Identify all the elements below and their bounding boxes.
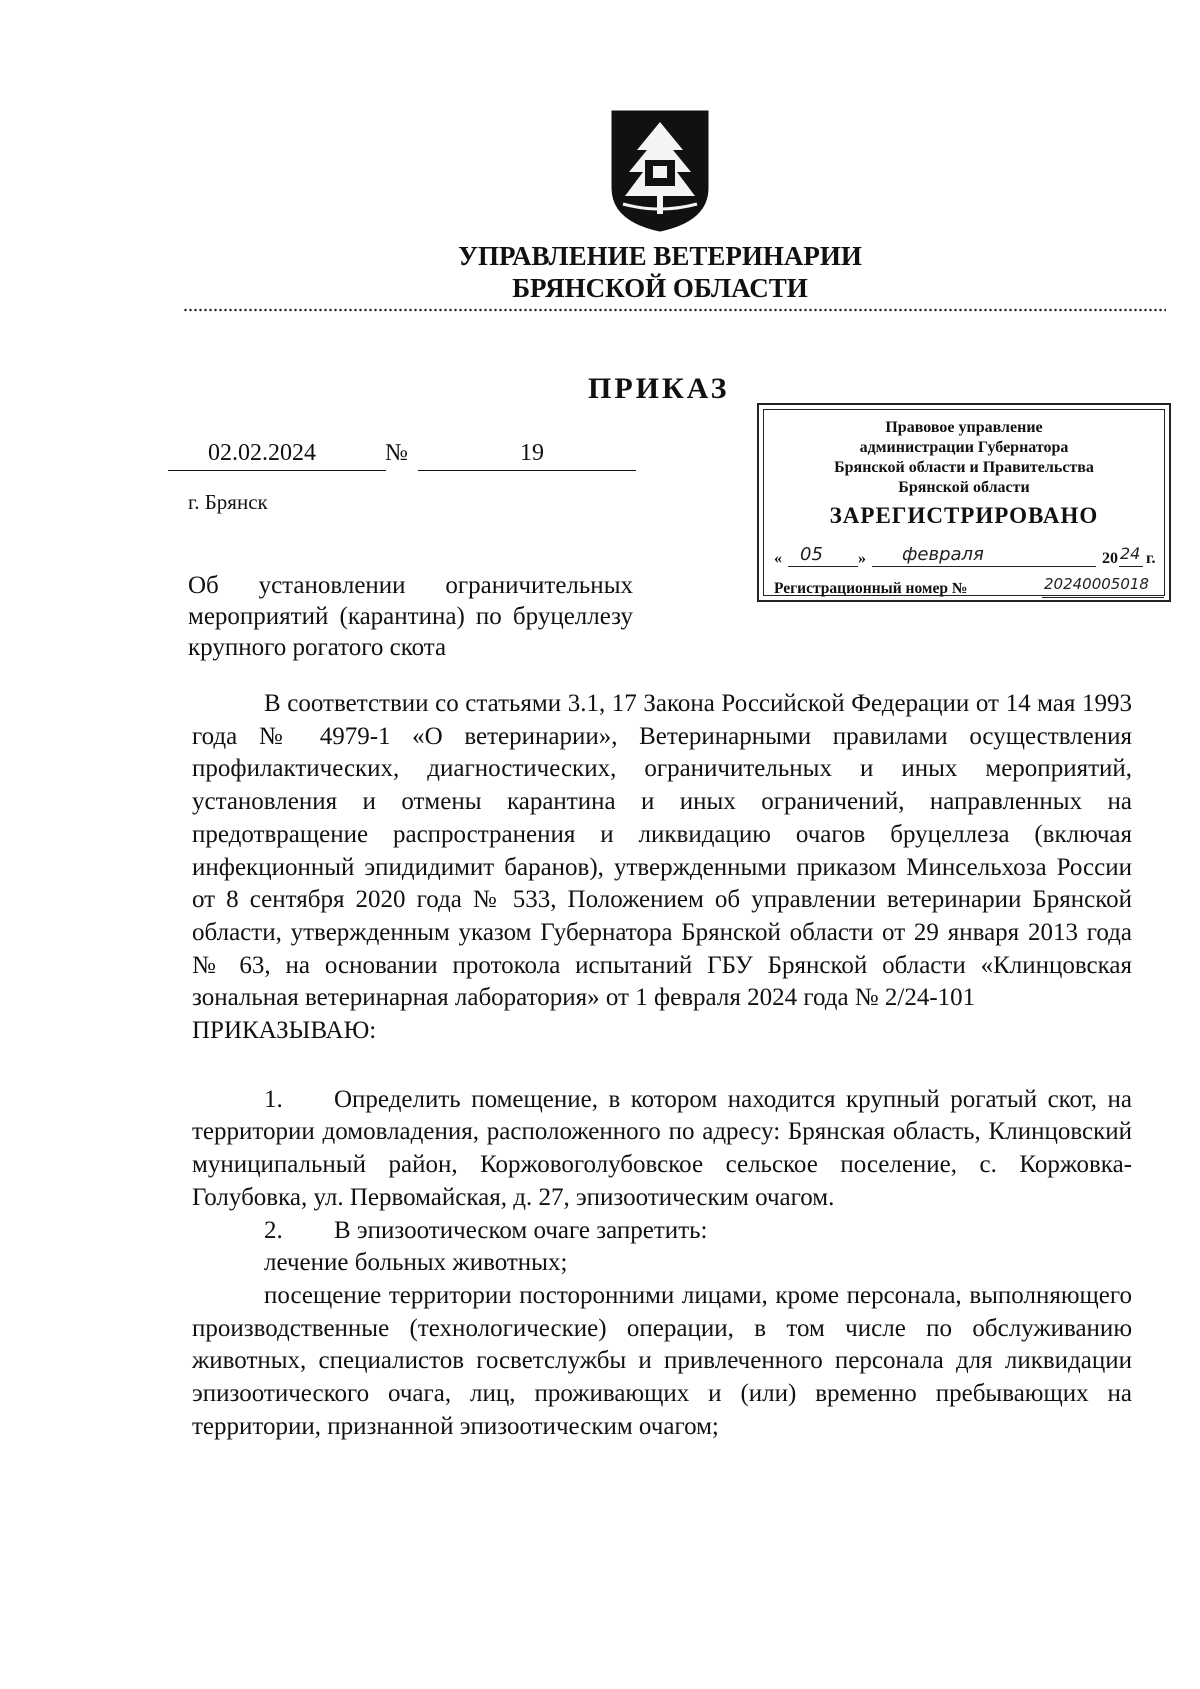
stamp-registered: ЗАРЕГИСТРИРОВАНО [829, 503, 1099, 528]
stamp-year-underline [1119, 566, 1143, 567]
stamp-year-unit: г. [1146, 550, 1156, 567]
item-1-text: Определить помещение, в котором находится крупный рогатый скот, на территории домовладения, расположенного по адресу: Брянская область, Клинцовский муниципальный район, Коржовоголубовское сельское поселение, с. Коржовка-Голубовка, ул. Первомайская, д. 27, эпизоотическим очагом. [192, 1085, 1132, 1211]
order-city: г. Брянск [188, 490, 268, 514]
stamp-line-1: Правовое управление [885, 419, 1043, 436]
stamp-quote-open: « [774, 550, 782, 567]
stamp-year-prefix: 20 [1102, 550, 1118, 567]
order-number-sign: № [385, 440, 408, 466]
org-line-1: УПРАВЛЕНИЕ ВЕТЕРИНАРИИ [458, 241, 862, 271]
document-type-title: ПРИКАЗ [588, 372, 730, 405]
number-underline [418, 470, 636, 471]
stamp-line-3: Брянской области и Правительства [834, 459, 1094, 476]
header-divider [183, 308, 1166, 312]
stamp-line-2: администрации Губернатора [859, 439, 1069, 456]
item-1 [192, 1084, 1132, 1215]
item-2-sub-2: посещение территории посторонними лицами, кроме персонала, выполняющего производственные (технологические) операции, в том числе по обслуживанию животных, специалистов госветслужбы и привлеченного персонала для ликвидации эпизоотического очага, лиц, проживающих и (или) временно пребывающих на территории, признанной эпизоотическим очагом; [192, 1281, 1132, 1440]
order-date-number-line [168, 440, 636, 474]
stamp-reg-underline [1042, 597, 1164, 598]
directive-word: ПРИКАЗЫВАЮ: [192, 1017, 377, 1045]
stamp-line-4: Брянской области [898, 479, 1030, 496]
order-body [192, 688, 1132, 1443]
date-underline [168, 470, 386, 471]
stamp-reg-label: Регистрационный номер № [774, 580, 968, 597]
stamp-year-suffix: 24 [1120, 544, 1141, 563]
stamp-day: 05 [800, 544, 823, 565]
preamble-paragraph: В соответствии со статьями 3.1, 17 Закона Российской Федерации от 14 мая 1993 года № 4979-1 «О ветеринарии», Ветеринарными правилами осуществления профилактических, диагностических, ограничительных и иных мероприятий, установления и отмены карантина и иных ограничений, направленных на предотвращение распространения и ликвидацию очагов бруцеллеза (включая инфекционный эпидидимит баранов), утвержденными приказом Минсельхоза России от 8 сентября 2020 года № 533, Положением об управлении ветеринарии Брянской области, утвержденным указом Губернатора Брянской области от 29 января 2013 года № 63, на основании протокола испытаний ГБУ Брянской области «Клинцовская зональная ветеринарная лаборатория» от 1 февраля 2024 года № 2/24-101 [192, 690, 1132, 1012]
bryansk-coat-of-arms-icon [609, 108, 711, 233]
item-2 [192, 1215, 1132, 1248]
stamp-registration-line [774, 575, 1164, 598]
item-2-sub-1: лечение больных животных; [264, 1249, 568, 1277]
stamp-reg-number: 20240005018 [1044, 575, 1149, 593]
organization-name [300, 240, 1020, 304]
stamp-inner-border [763, 409, 1165, 596]
order-subject: Об установлении ограничительных мероприятий (карантина) по бруцеллезу крупного рогатого скота [188, 572, 633, 661]
item-2-number: 2. [264, 1216, 283, 1244]
stamp-quote-close: » [858, 550, 866, 567]
order-number: 19 [520, 440, 544, 466]
stamp-month-underline [872, 566, 1096, 567]
org-line-2: БРЯНСКОЙ ОБЛАСТИ [512, 273, 808, 303]
stamp-date-line [774, 546, 1164, 574]
order-date: 02.02.2024 [208, 440, 316, 466]
registration-stamp [757, 403, 1171, 602]
stamp-day-underline [788, 566, 858, 567]
item-1-number: 1. [264, 1085, 283, 1113]
item-2-text: В эпизоотическом очаге запретить: [334, 1216, 708, 1244]
stamp-month: февраля [902, 544, 984, 565]
